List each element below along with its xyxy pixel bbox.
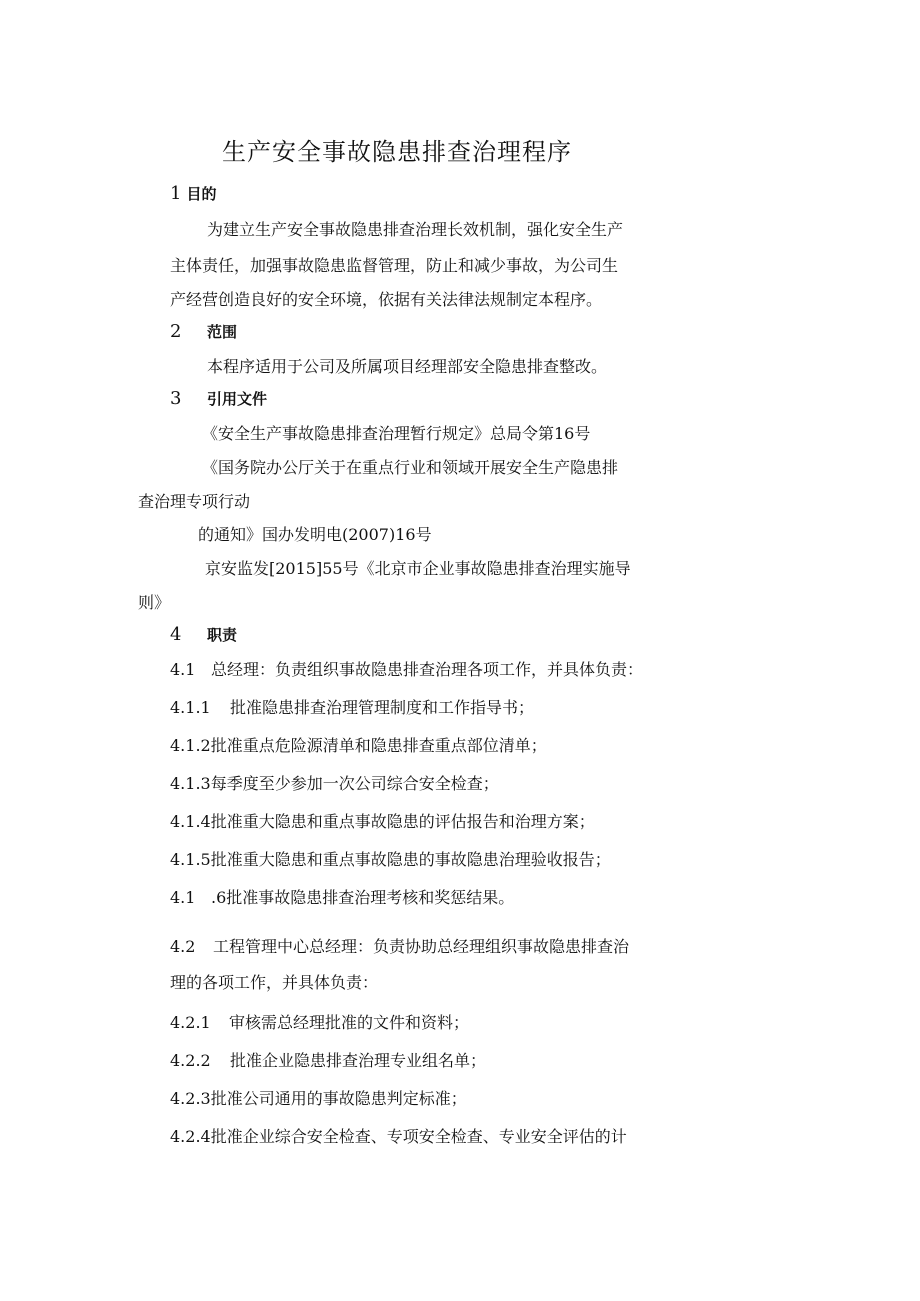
reference-line: 京安监发[2015]55号《北京市企业事故隐患排查治理实施导 bbox=[205, 559, 631, 578]
reference-line: 查治理专项行动 bbox=[138, 492, 251, 511]
clause-4-1-5: 4.1.5批准重大隐患和重点事故隐患的事故隐患治理验收报告； bbox=[170, 850, 611, 869]
document-title: 生产安全事故隐患排查治理程序 bbox=[222, 138, 572, 166]
clause-4-1-4: 4.1.4批准重大隐患和重点事故隐患的评估报告和治理方案； bbox=[170, 812, 595, 831]
reference-line: 《安全生产事故隐患排查治理暂行规定》总局令第16号 bbox=[202, 424, 591, 443]
clause-4-1-3: 4.1.3每季度至少参加一次公司综合安全检查； bbox=[170, 774, 499, 793]
clause-4-1 bbox=[170, 659, 643, 681]
section-3-heading bbox=[170, 388, 267, 410]
section-2-heading bbox=[170, 321, 237, 343]
clause-text: .6批准事故隐患排查治理考核和奖惩结果。 bbox=[211, 888, 515, 907]
clause-number: 4.2.1 bbox=[170, 1013, 211, 1032]
clause-4-2-2 bbox=[170, 1050, 486, 1072]
reference-line: 的通知》国办发明电(2007)16号 bbox=[198, 525, 432, 544]
section-number: 2 bbox=[170, 321, 182, 342]
clause-4-2-4: 4.2.4批准企业综合安全检查、专项安全检查、专业安全评估的计 bbox=[170, 1127, 627, 1146]
clause-continuation: 理的各项工作，并具体负责： bbox=[170, 973, 379, 992]
section-number: 3 bbox=[170, 388, 182, 409]
clause-text: 工程管理中心总经理：负责协助总经理组织事故隐患排查治 bbox=[213, 937, 630, 956]
clause-4-1-1 bbox=[170, 697, 534, 719]
clause-4-1-6 bbox=[170, 887, 514, 909]
clause-text: 总经理：负责组织事故隐患排查治理各项工作，并具体负责： bbox=[211, 660, 644, 679]
reference-line: 则》 bbox=[138, 593, 171, 612]
clause-number: 4.1.1 bbox=[170, 698, 211, 717]
clause-number: 4.1 bbox=[170, 660, 196, 679]
clause-number: 4.2 bbox=[170, 937, 196, 956]
reference-line: 《国务院办公厅关于在重点行业和领域开展安全生产隐患排 bbox=[202, 458, 619, 477]
section-title: 职责 bbox=[207, 626, 238, 644]
section-title: 引用文件 bbox=[207, 390, 268, 408]
paragraph-line: 产经营创造良好的安全环境，依据有关法律法规制定本程序。 bbox=[170, 290, 603, 309]
clause-4-2 bbox=[170, 936, 629, 958]
clause-text: 批准企业隐患排查治理专业组名单； bbox=[230, 1051, 487, 1070]
paragraph-line: 为建立生产安全事故隐患排查治理长效机制，强化安全生产 bbox=[207, 220, 624, 239]
section-4-heading bbox=[170, 624, 237, 646]
clause-4-2-3: 4.2.3批准公司通用的事故隐患判定标准； bbox=[170, 1089, 467, 1108]
paragraph-line: 主体责任，加强事故隐患监督管理，防止和减少事故，为公司生 bbox=[170, 256, 619, 275]
clause-4-2-1 bbox=[170, 1012, 469, 1034]
section-number: 1 bbox=[170, 183, 182, 204]
section-1-heading bbox=[170, 183, 217, 205]
paragraph-line: 本程序适用于公司及所属项目经理部安全隐患排查整改。 bbox=[207, 357, 608, 376]
clause-4-1-2: 4.1.2批准重点危险源清单和隐患排查重点部位清单； bbox=[170, 736, 547, 755]
section-title: 目的 bbox=[186, 185, 217, 203]
clause-text: 审核需总经理批准的文件和资料； bbox=[229, 1013, 470, 1032]
clause-number: 4.2.2 bbox=[170, 1051, 211, 1070]
section-title: 范围 bbox=[207, 323, 238, 341]
clause-text: 批准隐患排查治理管理制度和工作指导书； bbox=[230, 698, 535, 717]
section-number: 4 bbox=[170, 624, 182, 645]
clause-number: 4.1 bbox=[170, 888, 196, 907]
